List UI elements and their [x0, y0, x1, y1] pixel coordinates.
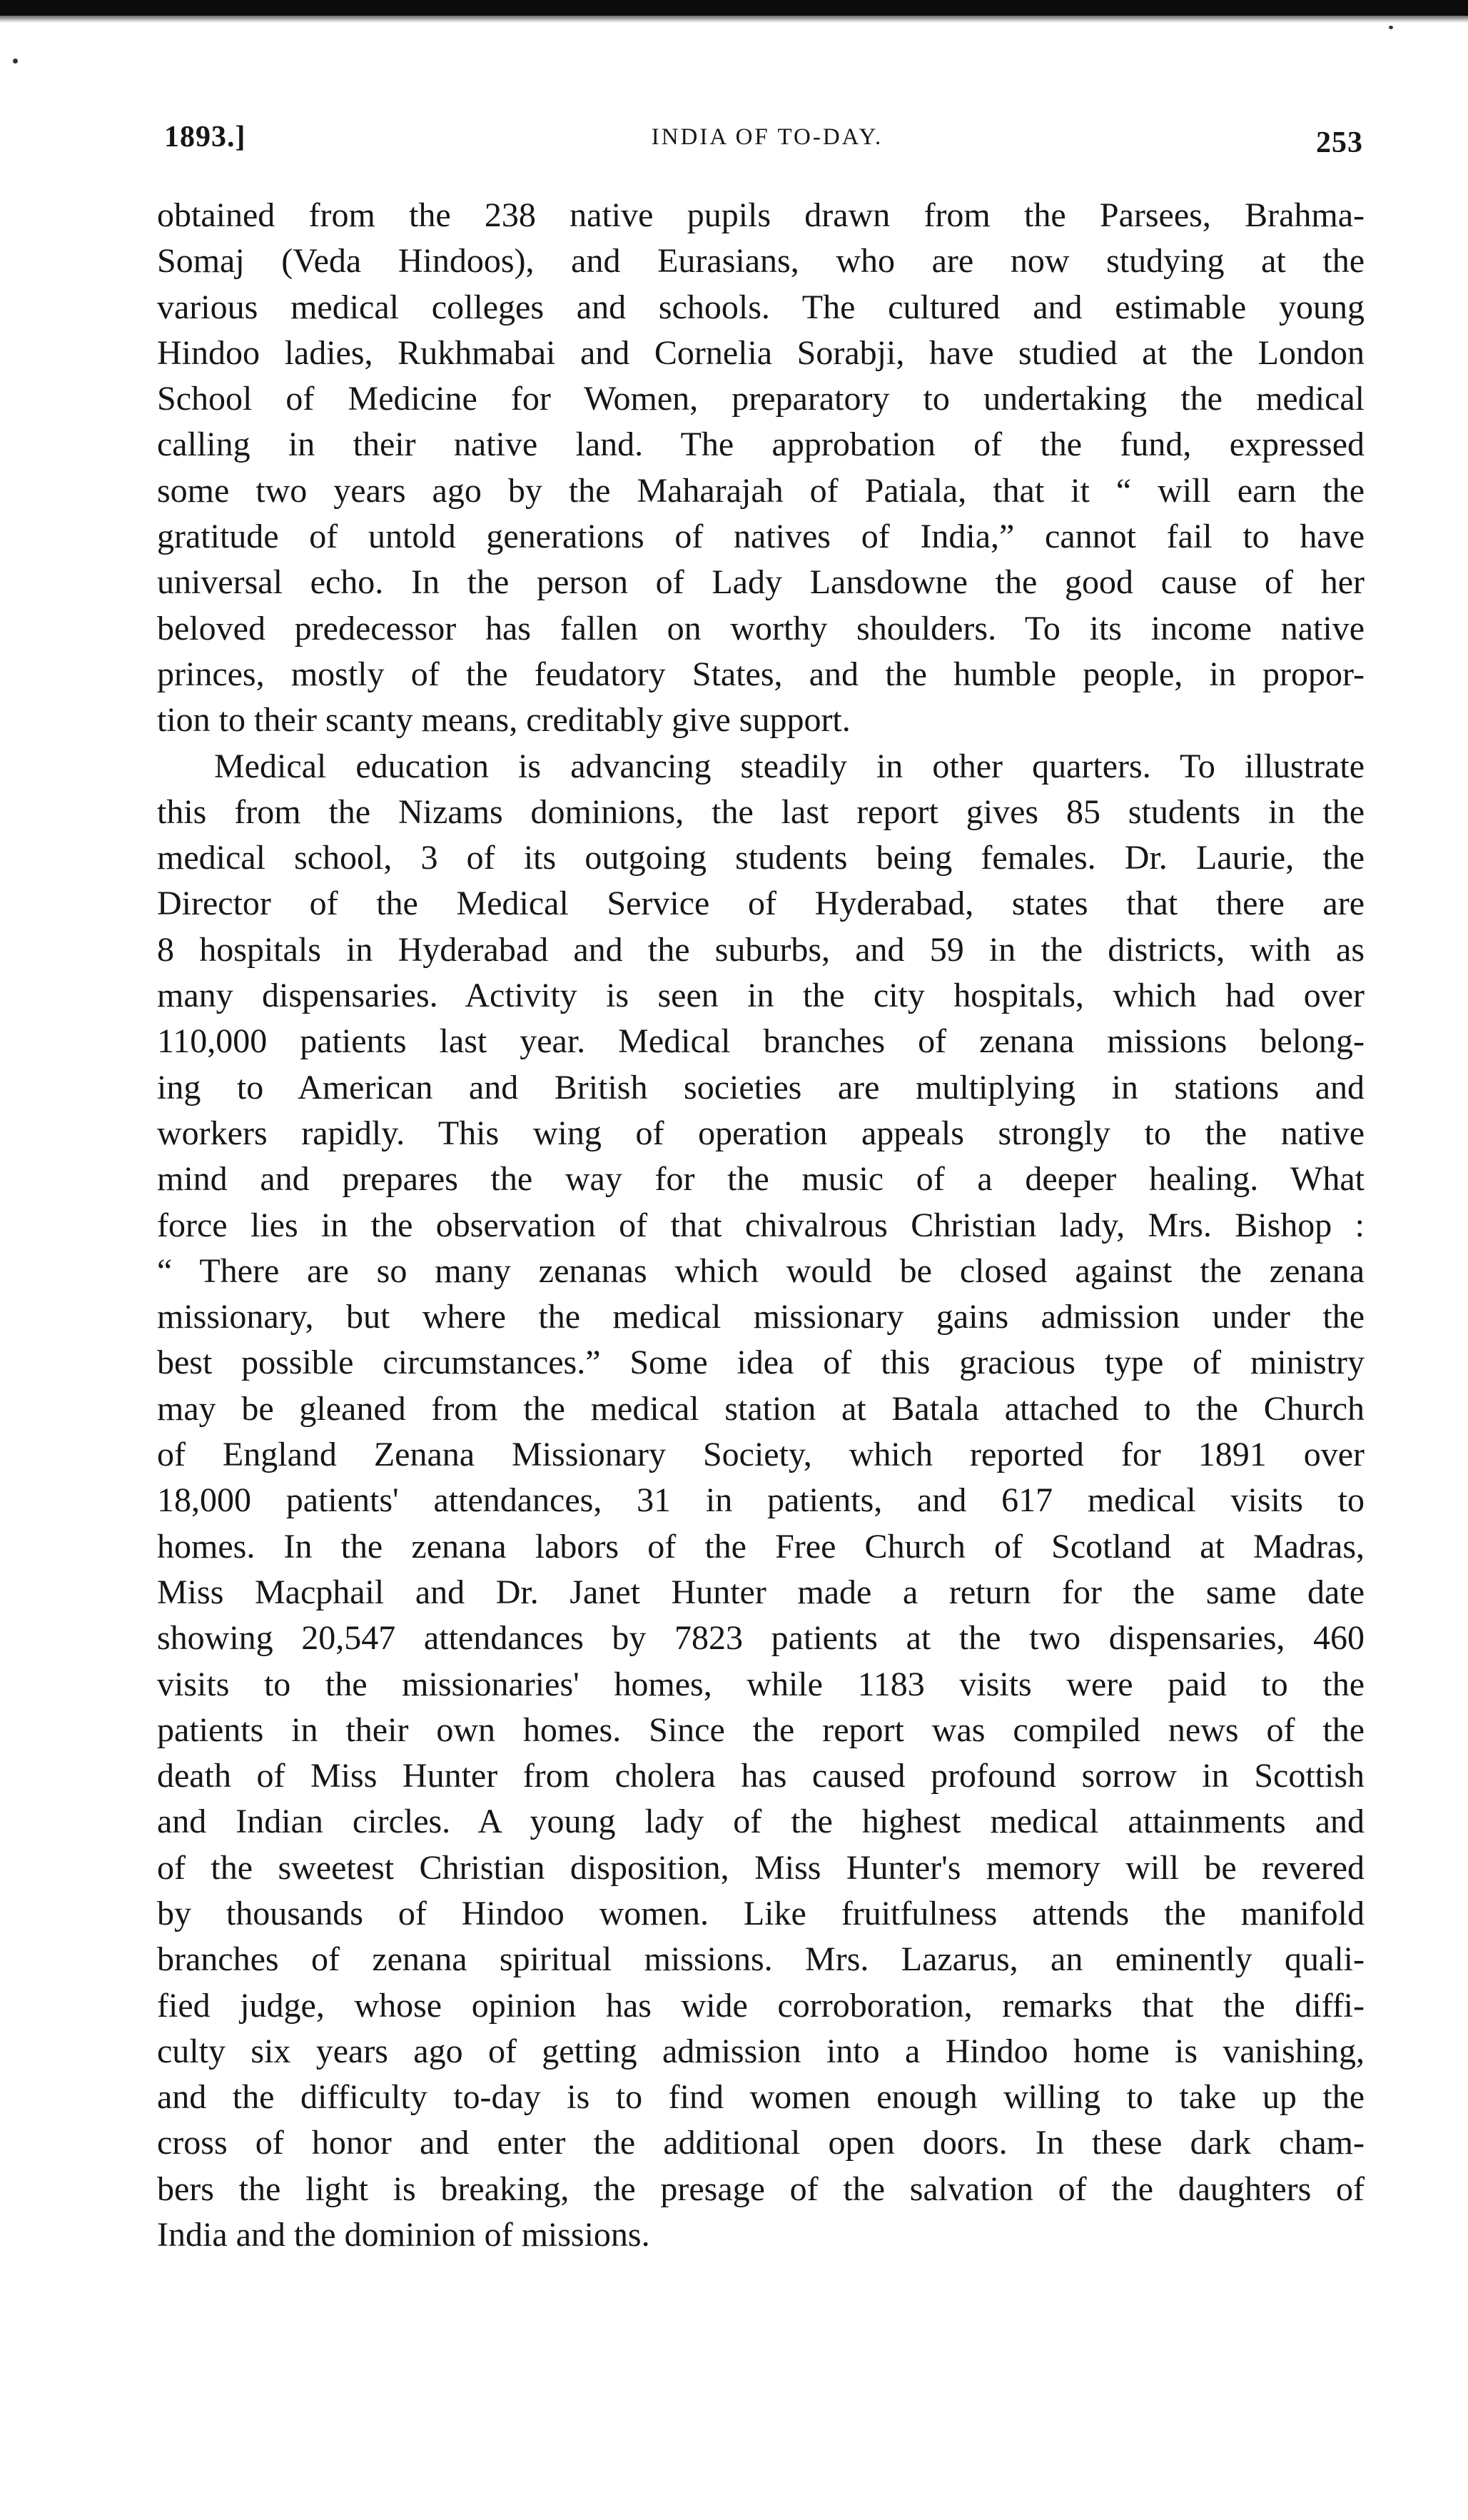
text-line: Hindoo ladies, Rukhmabai and Cornelia Sorabji, have studied at the London — [157, 333, 1365, 372]
text-line: death of Miss Hunter from cholera has caused profound sorrow in Scottish — [157, 1757, 1365, 1795]
text-line: 18,000 patients' attendances, 31 in patients, and 617 medical visits to — [157, 1481, 1365, 1520]
text-line: missionary, but where the medical missionary gains admission under the — [157, 1298, 1365, 1336]
text-line: ing to American and British societies are multiplying in stations and — [157, 1068, 1365, 1107]
text-line: calling in their native land. The approbation of the fund, expressed — [157, 425, 1365, 464]
text-line: Somaj (Veda Hindoos), and Eurasians, who are now studying at the — [157, 242, 1365, 281]
paragraph-end-line: tion to their scanty means, creditably give support. — [157, 701, 851, 740]
text-line: branches of zenana spiritual missions. Mrs. Lazarus, an eminently quali- — [157, 1940, 1365, 1979]
paragraph-end-line: India and the dominion of missions. — [157, 2216, 650, 2254]
scan-speck — [1389, 26, 1393, 29]
text-line: force lies in the observation of that chivalrous Christian lady, Mrs. Bishop : — [157, 1206, 1365, 1244]
text-line: Director of the Medical Service of Hyderabad, states that there are — [157, 884, 1365, 923]
page-number: 253 — [1316, 126, 1363, 159]
text-line: of the sweetest Christian disposition, Miss Hunter's memory will be revered — [157, 1848, 1365, 1887]
text-line: cross of honor and enter the additional open doors. In these dark cham- — [157, 2124, 1365, 2162]
text-line: 110,000 patients last year. Medical branches of zenana missions belong- — [157, 1022, 1365, 1061]
text-line: and Indian circles. A young lady of the highest medical attainments and — [157, 1803, 1365, 1841]
text-line: showing 20,547 attendances by 7823 patients at the two dispensaries, 460 — [157, 1619, 1365, 1658]
scan-top-border — [0, 0, 1468, 16]
text-line: obtained from the 238 native pupils drawn from the Parsees, Brahma- — [157, 196, 1365, 234]
text-line: culty six years ago of getting admission into a Hindoo home is vanishing, — [157, 2032, 1365, 2070]
text-line: best possible circumstances.” Some idea of this gracious type of ministry — [157, 1344, 1365, 1382]
text-line: many dispensaries. Activity is seen in the city hospitals, which had over — [157, 977, 1365, 1015]
text-line: “ There are so many zenanas which would be closed against the zenana — [157, 1251, 1365, 1290]
text-line: patients in their own homes. Since the report was compiled news of the — [157, 1710, 1365, 1749]
text-line: medical school, 3 of its outgoing students being females. Dr. Laurie, the — [157, 839, 1365, 877]
text-line: School of Medicine for Women, preparatory to undertaking the medical — [157, 380, 1365, 418]
text-line: bers the light is breaking, the presage of the salvation of the daughters of — [157, 2169, 1365, 2208]
scan-speck — [13, 59, 18, 64]
text-line: gratitude of untold generations of natives of India,” cannot fail to have — [157, 518, 1365, 556]
text-line: some two years ago by the Maharajah of Patiala, that it “ will earn the — [157, 471, 1365, 510]
text-line: Miss Macphail and Dr. Janet Hunter made a return for the same date — [157, 1573, 1365, 1611]
text-line: by thousands of Hindoo women. Like fruitfulness attends the manifold — [157, 1894, 1365, 1932]
text-line: fied judge, whose opinion has wide corroboration, remarks that the diffi- — [157, 1986, 1365, 2025]
text-line: homes. In the zenana labors of the Free Church of Scotland at Madras, — [157, 1527, 1365, 1566]
text-line: mind and prepares the way for the music of a deeper healing. What — [157, 1160, 1365, 1199]
text-line: and the difficulty to-day is to find women enough willing to take up the — [157, 2078, 1365, 2117]
header-year: 1893.] — [164, 121, 246, 153]
text-line: beloved predecessor has fallen on worthy shoulders. To its income native — [157, 609, 1365, 647]
text-line: visits to the missionaries' homes, while 1183 visits were paid to the — [157, 1665, 1365, 1703]
text-line: various medical colleges and schools. The cultured and estimable young — [157, 288, 1365, 326]
text-line: workers rapidly. This wing of operation appeals strongly to the native — [157, 1114, 1365, 1152]
text-line: may be gleaned from the medical station at Batala attached to the Church — [157, 1389, 1365, 1428]
running-header — [164, 120, 1363, 163]
text-line: of England Zenana Missionary Society, which reported for 1891 over — [157, 1436, 1365, 1474]
header-title: INDIA OF TO-DAY. — [651, 124, 884, 150]
paragraph-start-line: Medical education is advancing steadily in other quarters. To illustrate — [214, 747, 1365, 785]
scan-top-border-fade — [0, 16, 1468, 23]
text-line: universal echo. In the person of Lady Lansdowne the good cause of her — [157, 563, 1365, 602]
text-line: this from the Nizams dominions, the last report gives 85 students in the — [157, 792, 1365, 831]
body-text — [157, 193, 1365, 2258]
text-line: princes, mostly of the feudatory States, and the humble people, in propor- — [157, 655, 1365, 693]
text-line: 8 hospitals in Hyderabad and the suburbs, and 59 in the districts, with as — [157, 930, 1365, 969]
